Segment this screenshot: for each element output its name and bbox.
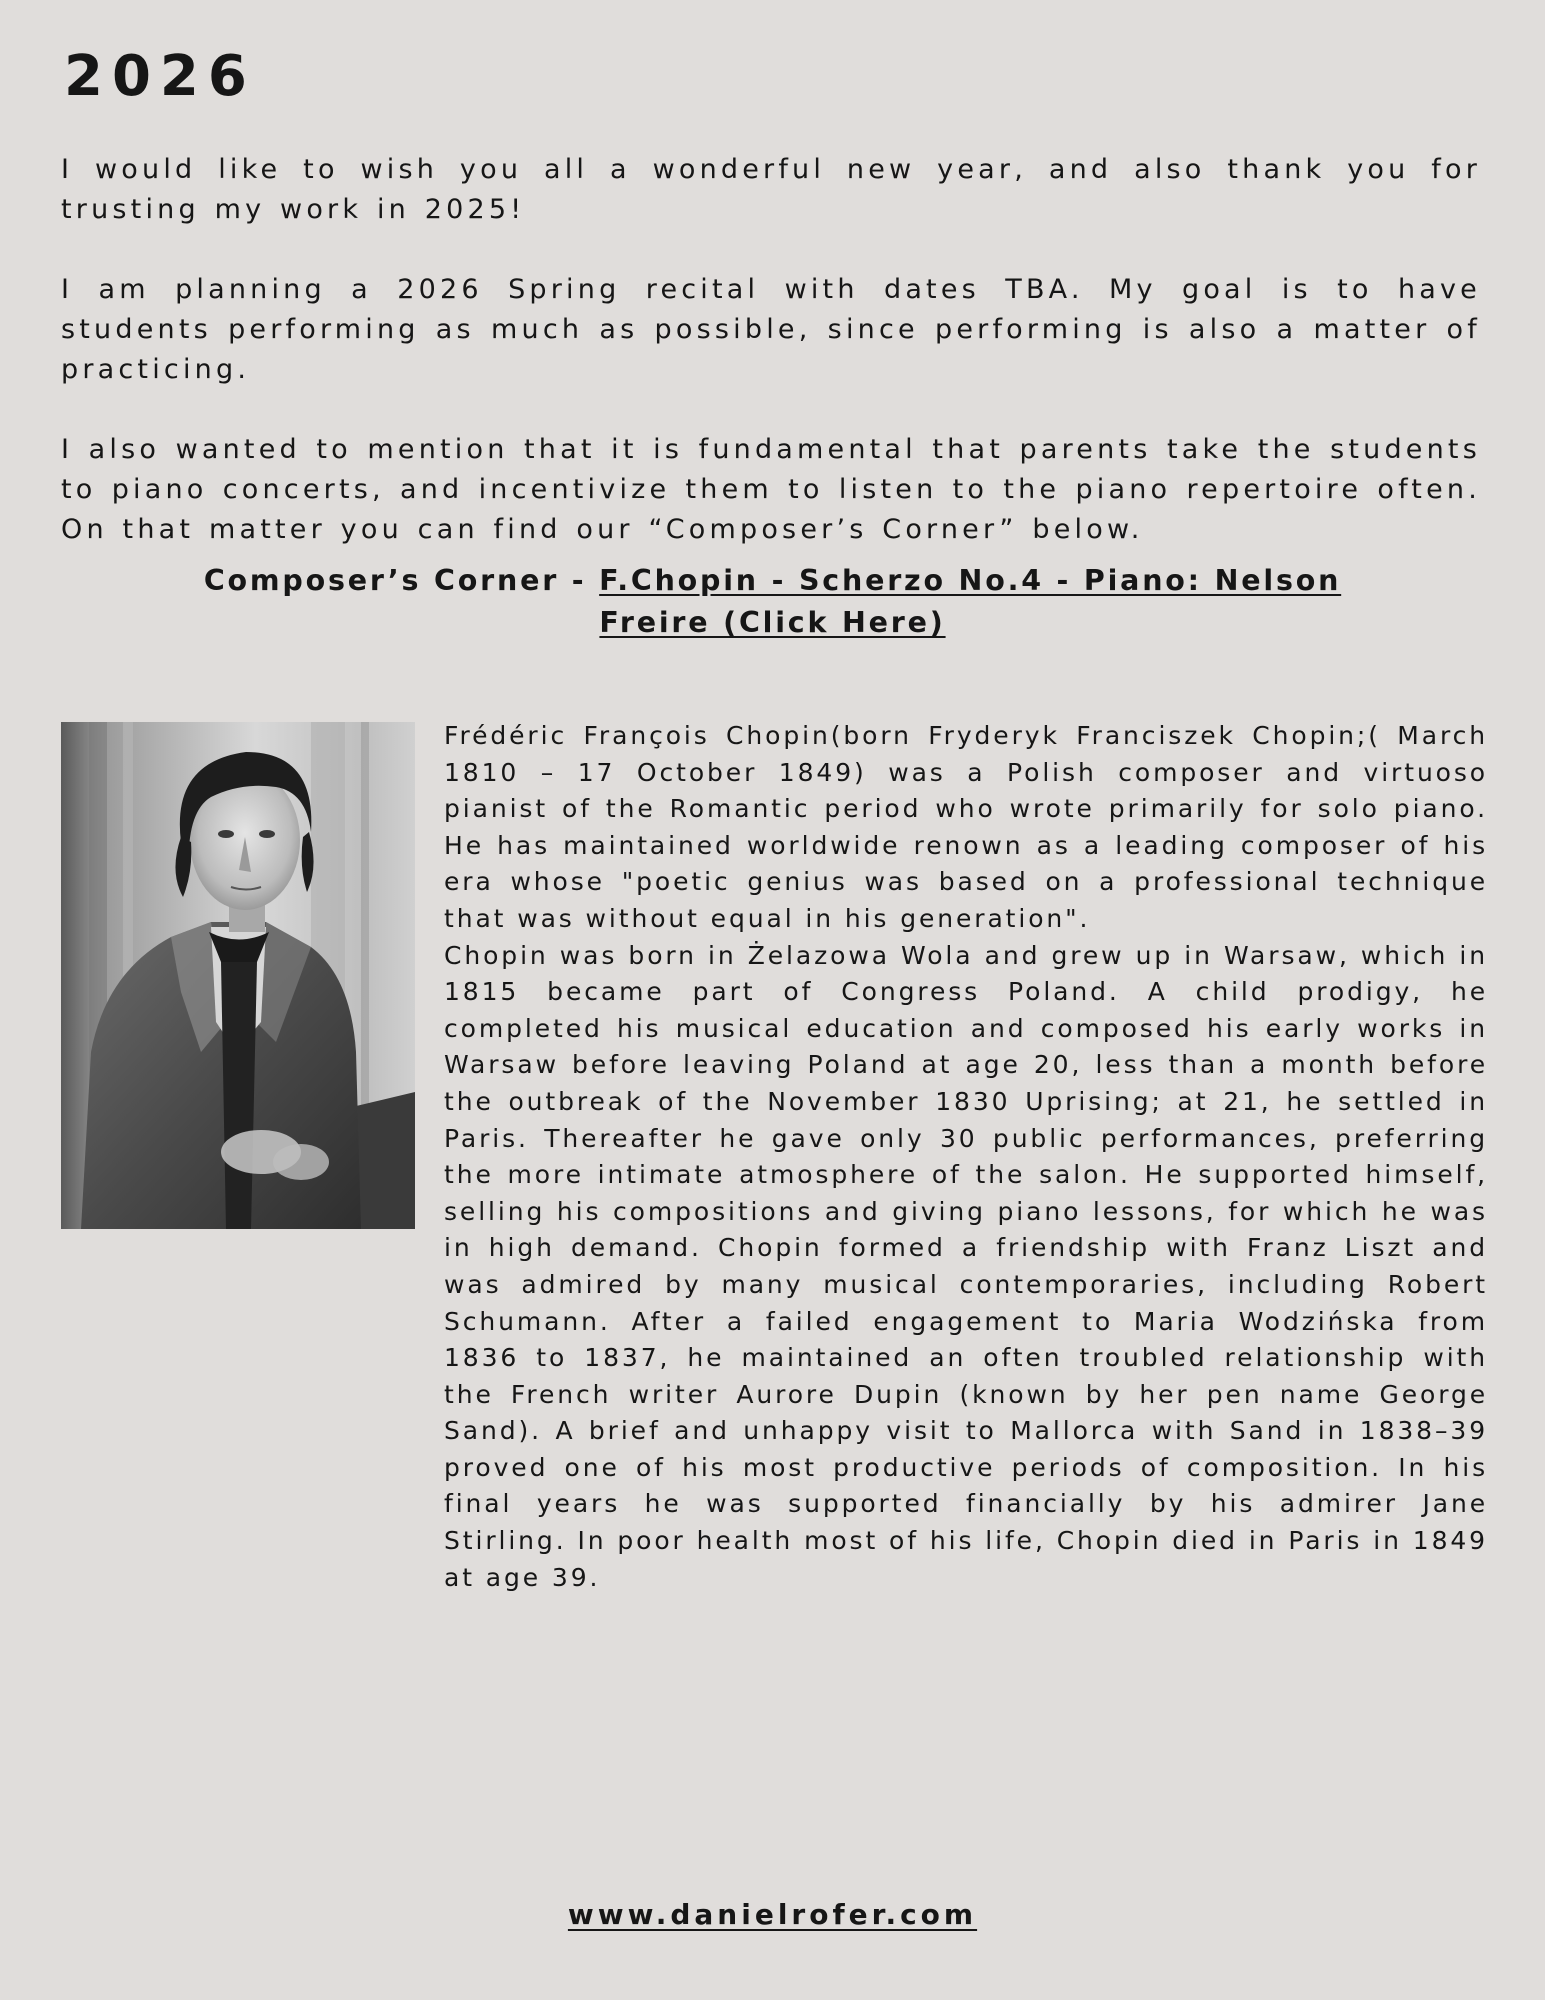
portrait-image	[61, 722, 415, 1229]
bio-paragraph-intro: Frédéric François Chopin(born Fryderyk Franciszek Chopin;( March 1810 – 17 October 1849) was a Polish composer and virtuoso pianist of the Romantic period who wrote primarily for solo piano. He has maintained worldwide renown as a leading composer of his era whose "poetic genius was based on a professional technique that was without equal in his generation".	[444, 721, 1488, 933]
intro-paragraph-greeting: I would like to wish you all a wonderful new year, and also thank you for trusting my work in 2025!	[61, 154, 1481, 225]
intro-paragraph-concerts: I also wanted to mention that it is fundamental that parents take the students to piano concerts, and incentivize them to listen to the piano repertoire often. On that matter you can find our “Composer’s Corner” below.	[61, 434, 1481, 545]
bio-paragraph-life: Chopin was born in Żelazowa Wola and grew up in Warsaw, which in 1815 became part of Congress Poland. A child prodigy, he completed his musical education and composed his early works in Warsaw before leaving Poland at age 20, less than a month before the outbreak of the November 1830 Uprising; at 21, he settled in Paris. Thereafter he gave only 30 public performances, preferring the more intimate atmosphere of the salon. He supported himself, selling his compositions and giving piano lessons, for which he was in high demand. Chopin formed a friendship with Franz Liszt and was admired by many musical contemporaries, including Robert Schumann. After a failed engagement to Maria Wodzińska from 1836 to 1837, he maintained an often troubled relationship with the French writer Aurore Dupin (known by her pen name George Sand). A brief and unhappy visit to Mallorca with Sand in 1838–39 proved one of his most productive periods of composition. In his final years he was supported financially by his admirer Jane Stirling. In poor health most of his life, Chopin died in Paris in 1849 at age 39.	[444, 940, 1488, 1592]
intro-section	[61, 150, 1481, 590]
composers-corner-heading	[150, 560, 1395, 644]
composers-corner-link[interactable]: F.Chopin - Scherzo No.4 - Piano: Nelson Freire (Click Here)	[599, 564, 1342, 639]
intro-paragraph-recital: I am planning a 2026 Spring recital with dates TBA. My goal is to have students performing as much as possible, since performing is also a matter of practicing.	[61, 274, 1481, 385]
website-link[interactable]: www.danielrofer.com	[567, 1898, 978, 1931]
composers-corner-label: Composer’s Corner -	[203, 564, 600, 597]
footer	[0, 1898, 1545, 1931]
composer-biography	[444, 718, 1488, 1596]
chopin-portrait	[61, 722, 415, 1229]
page-title: 2026	[64, 44, 256, 109]
